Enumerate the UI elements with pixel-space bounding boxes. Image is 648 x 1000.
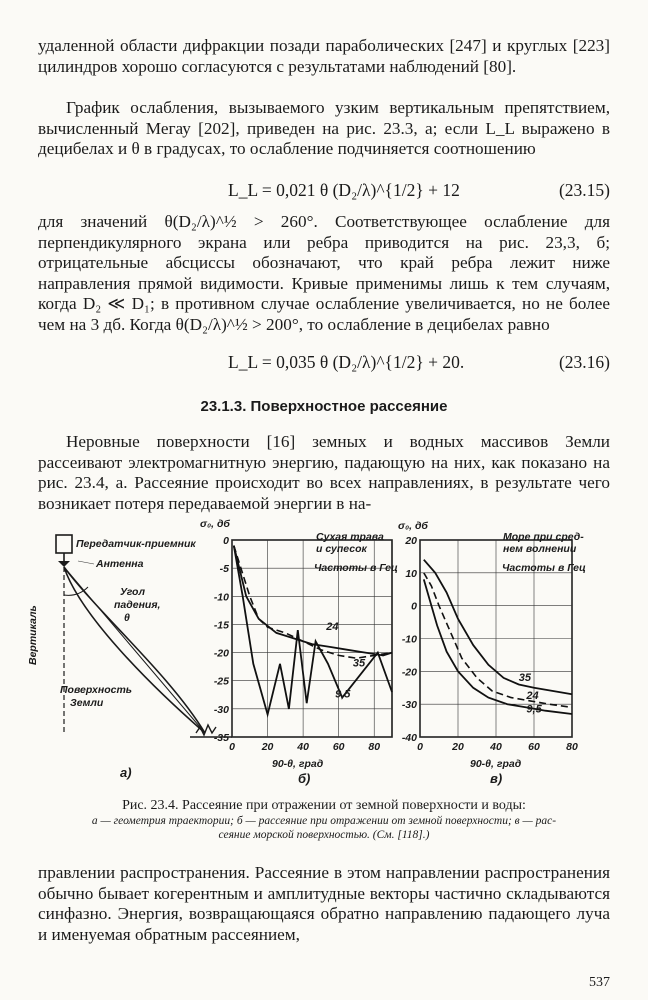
panel-b-ylabel: σ₀, дб [200, 518, 230, 530]
antenna-label: Антенна [96, 558, 144, 570]
y-tick-label: -40 [401, 732, 417, 744]
x-tick-label: 80 [368, 741, 381, 753]
y-tick-label: -10 [401, 633, 417, 646]
figure-23-4 [0, 515, 648, 795]
paragraph-4 [38, 432, 610, 514]
section-heading: 23.1.3. Поверхностное рассеяние [200, 398, 448, 415]
y-tick-label: -15 [213, 619, 229, 632]
y-tick-label: -30 [401, 699, 417, 712]
paragraph-4-text: Неровные поверхности [16] земных и водных массивов Земли рассеивают электромагнитную энергию, падающую на них, как показано на рис. 23.4, а. Рассеяние происходит во всех направлениях, в результате чего возникает потеря передаваемой энергии в на- [38, 432, 610, 513]
x-tick-label: 0 [417, 741, 423, 753]
panel-c-ylabel: σ₀, дб [398, 520, 428, 532]
angle-symbol: θ [124, 612, 130, 624]
y-tick-label: 0 [411, 600, 417, 613]
surface-label-2: Земли [70, 697, 104, 709]
y-tick-label: 20 [405, 535, 417, 547]
surface-label-1: Поверхность [60, 684, 133, 696]
equation-formula: L_L = 0,021 θ (D₂/λ)^{1/2} + 12 [228, 180, 460, 200]
antenna-icon [58, 561, 70, 567]
equation-formula: L_L = 0,035 θ (D₂/λ)^{1/2} + 20. [228, 352, 465, 372]
panel-c-xlabel: 90-θ, град [470, 758, 522, 770]
paragraph-1 [38, 36, 610, 77]
figure-caption: Рис. 23.4. Рассеяние при отражении от земной поверхности и воды: [122, 798, 526, 813]
panel-c-freq-label: Частоты в Гец [502, 562, 586, 574]
x-tick-label: 60 [528, 741, 540, 753]
panel-a-label: а) [120, 765, 132, 780]
x-tick-label: 20 [452, 741, 464, 753]
curve-label: 35 [518, 672, 532, 685]
y-tick-label: 10 [405, 567, 417, 580]
panel-b-legend-1: Сухая трава [316, 531, 384, 543]
x-tick-label: 40 [297, 741, 309, 753]
x-tick-label: 80 [566, 741, 578, 753]
panel-b-xlabel: 90-θ, град [272, 758, 324, 770]
equation-23-15 [38, 180, 610, 202]
transceiver-box [56, 535, 72, 553]
y-tick-label: -10 [213, 591, 229, 604]
figure-caption-sub-2: сеяние морской поверхностью. (См. [118].) [218, 829, 430, 841]
angle-label-2: падения, [114, 599, 161, 611]
x-tick-label: 60 [332, 741, 345, 753]
panel-c-legend-1: Море при сред- [503, 531, 584, 543]
y-tick-label: -20 [213, 647, 229, 660]
y-tick-label: -35 [213, 732, 229, 744]
panel-b-legend-2: и супесок [316, 543, 367, 555]
series-line-35 [424, 560, 572, 695]
y-tick-label: -20 [401, 666, 417, 679]
curve-label: 35 [352, 657, 366, 670]
equation-23-16 [38, 352, 610, 374]
transceiver-label: Передатчик-приемник [76, 538, 196, 550]
curve-label: 9,5 [335, 688, 351, 701]
panel-c-label: в) [490, 771, 503, 786]
curve-label: 24 [326, 621, 339, 634]
panel-b-freq-label: Частоты в Гец [314, 562, 398, 574]
equation-number: (23.16) [558, 352, 610, 372]
y-tick-label: 0 [223, 535, 229, 547]
y-tick-label: -25 [213, 675, 229, 688]
panel-b-label: б) [298, 771, 311, 786]
x-tick-label: 0 [229, 741, 235, 753]
paragraph-5-text: правлении распространения. Рассеяние в этом направлении распространения обычно бывает когерентным и амплитудные векторы частично складываются синфазно. Энергия, возвращающаяся обратно направлению падающего луча и именуемая обратным рассеянием, [38, 863, 610, 944]
x-tick-label: 40 [490, 741, 502, 753]
panel-a-geometry [27, 535, 232, 780]
figure-caption-sub-1: а — геометрия траектории; б — рассеяние при отражении от земной поверхности; в — рас- [91, 815, 557, 827]
paragraph-1-text: удаленной области дифракции позади параболических [247] и круглых [223] цилиндров хорошо согласуются с результатами наблюдений [80]. [38, 36, 610, 76]
curve-label: 24 [526, 690, 539, 703]
paragraph-3 [38, 212, 610, 335]
y-tick-label: -30 [213, 703, 229, 716]
panel-c-legend-2: нем волнении [503, 543, 577, 555]
vertical-label: Вертикаль [27, 605, 39, 665]
page-number: 537 [589, 975, 610, 990]
equation-number: (23.15) [558, 180, 610, 200]
curve-label: 9,5 [526, 703, 542, 716]
paragraph-2 [38, 98, 610, 160]
paragraph-5 [38, 863, 610, 945]
x-tick-label: 20 [261, 741, 274, 753]
paragraph-3-text: для значений θ(D₂/λ)^½ > 260°. Соответствующее ослабление для перпендикулярного экрана или ребра приводится на рис. 23,3, б; отрицательные абсциссы обозначают, что край ребра лежит ниже направления прямой видимости. Кривые применимы лишь к тем случаям, когда D₂ ≪ D₁; в противном случае ослабление увеличивается, но не более чем на 3 дб. Когда θ(D₂/λ)^½ > 200°, то ослабление в децибелах равно [38, 212, 610, 334]
angle-label-1: Угол [120, 586, 145, 598]
paragraph-2-text: График ослабления, вызываемого узким вертикальным препятствием, вычисленный Мегау [202], приведен на рис. 23.3, а; если L_L выражено в децибелах и θ в градусах, то ослабление подчиняется соотношению [38, 98, 610, 158]
y-tick-label: -5 [219, 563, 229, 576]
